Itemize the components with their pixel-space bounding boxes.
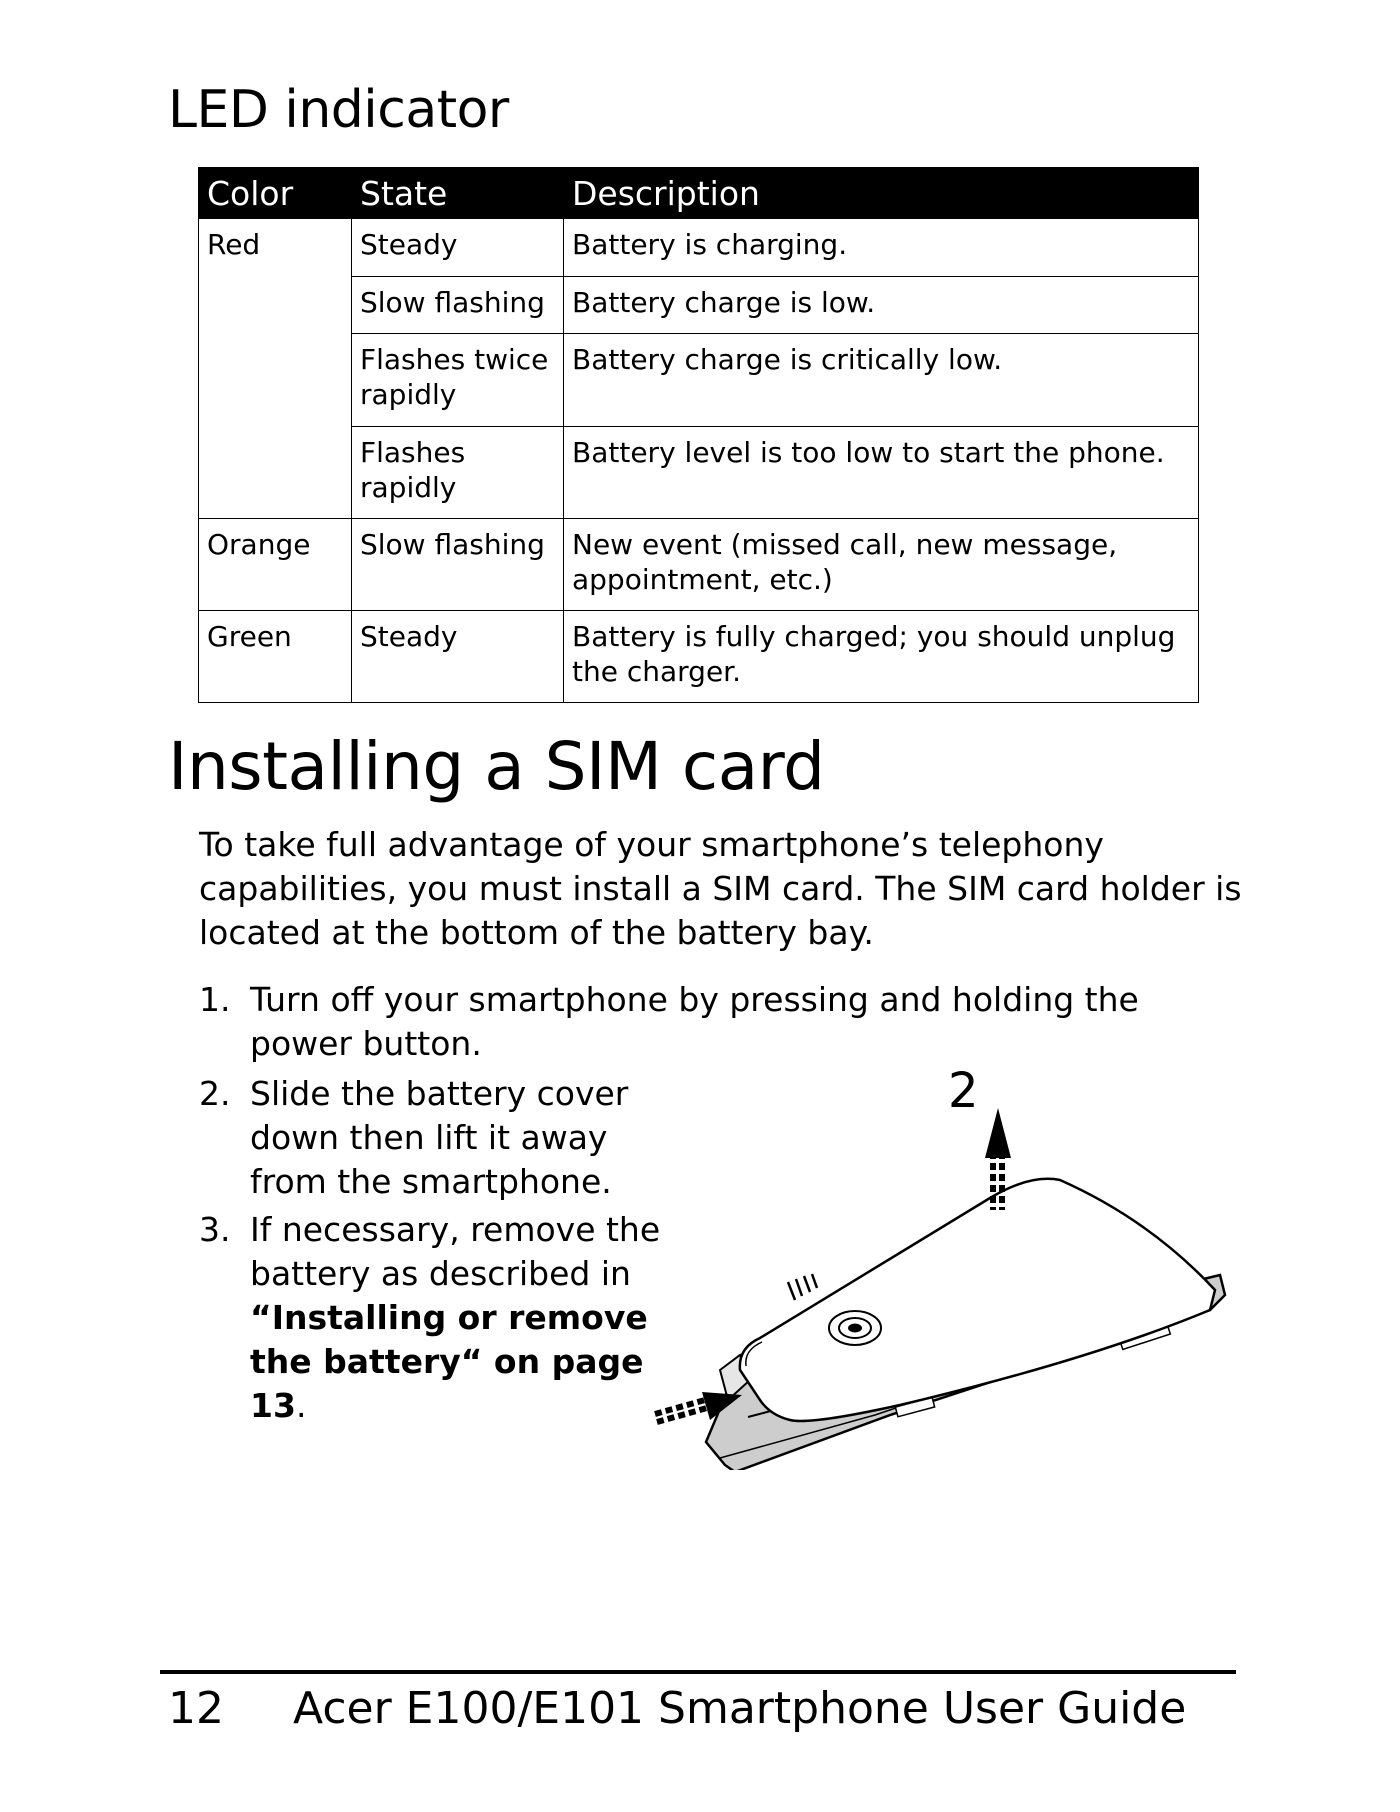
step-text: If necessary, remove the battery as described in “Installing or remove the battery“ on page 13. [250, 1208, 660, 1428]
cross-reference-link[interactable]: “Installing or remove the battery“ on page 13. [250, 1298, 648, 1425]
list-item [199, 1208, 699, 1432]
page-number: 12 [168, 1683, 224, 1734]
guide-title: Acer E100/E101 Smartphone User Guide [293, 1683, 1187, 1734]
description-cell: Battery level is too low to start the phone. [564, 427, 1199, 519]
speaker-grille [788, 1274, 817, 1300]
phone-battery-cover-illustration [650, 1070, 1240, 1470]
color-cell-green: Green [199, 611, 352, 703]
section-title-led-indicator: LED indicator [168, 80, 509, 140]
color-cell-orange: Orange [199, 519, 352, 611]
camera-lens [829, 1311, 881, 1345]
column-header-state: State [352, 168, 564, 219]
section-title-installing-sim: Installing a SIM card [168, 728, 825, 805]
step-text: Slide the battery cover down then lift it away from the smartphone. [250, 1074, 629, 1201]
step-number: 1. [199, 980, 231, 1019]
battery-cover [740, 1179, 1215, 1421]
step-text: Turn off your smartphone by pressing and holding the power button. [250, 980, 1139, 1063]
state-cell: Slow flashing [352, 277, 564, 334]
led-indicator-table [198, 167, 1199, 703]
color-cell-red: Red [199, 219, 352, 519]
table-row [199, 611, 1199, 703]
state-cell: Flashes twice rapidly [352, 334, 564, 427]
step-number: 3. [199, 1210, 231, 1249]
intro-paragraph: To take full advantage of your smartphone’s telephony capabilities, you must install a SIM card. The SIM card holder is located at the bottom of the battery bay. [199, 825, 1242, 952]
description-cell: Battery charge is critically low. [564, 334, 1199, 427]
footer-divider [160, 1670, 1236, 1674]
table-row [199, 519, 1199, 611]
table-header-row [199, 168, 1199, 219]
list-item [199, 978, 1299, 1068]
description-cell: New event (missed call, new message, appointment, etc.) [564, 519, 1199, 611]
state-cell: Slow flashing [352, 519, 564, 611]
state-cell: Steady [352, 611, 564, 703]
state-cell: Steady [352, 219, 564, 277]
column-header-description: Description [564, 168, 1199, 219]
list-item [199, 1072, 699, 1206]
description-cell: Battery is fully charged; you should unplug the charger. [564, 611, 1199, 703]
state-cell: Flashes rapidly [352, 427, 564, 519]
figure-label-2: 2 [948, 1070, 979, 1119]
column-header-color: Color [199, 168, 352, 219]
description-cell: Battery charge is low. [564, 277, 1199, 334]
description-cell: Battery is charging. [564, 219, 1199, 277]
table-row [199, 219, 1199, 277]
step-number: 2. [199, 1074, 231, 1113]
